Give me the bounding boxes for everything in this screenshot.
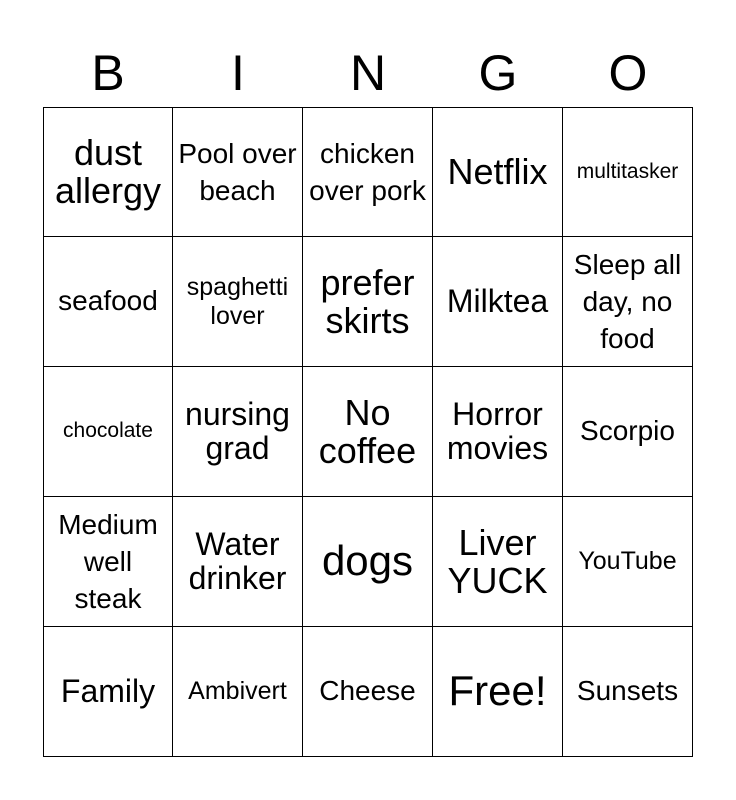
bingo-cell[interactable]: prefer skirts xyxy=(303,237,433,367)
bingo-cell[interactable]: dogs xyxy=(303,497,433,627)
bingo-cell[interactable]: Sleep all day, no food xyxy=(563,237,693,367)
bingo-cell[interactable]: dust allergy xyxy=(43,107,173,237)
bingo-cell[interactable]: chocolate xyxy=(43,367,173,497)
bingo-cell-free[interactable]: Free! xyxy=(433,627,563,757)
bingo-cell[interactable]: Milktea xyxy=(433,237,563,367)
bingo-cell[interactable]: Sunsets xyxy=(563,627,693,757)
bingo-cell[interactable]: chicken over pork xyxy=(303,107,433,237)
bingo-cell[interactable]: spaghetti lover xyxy=(173,237,303,367)
bingo-cell[interactable]: multitasker xyxy=(563,107,693,237)
header-letter-i: I xyxy=(231,45,245,101)
bingo-cell[interactable]: Ambivert xyxy=(173,627,303,757)
bingo-cell[interactable]: Liver YUCK xyxy=(433,497,563,627)
bingo-cell[interactable]: Family xyxy=(43,627,173,757)
bingo-cell[interactable]: Cheese xyxy=(303,627,433,757)
bingo-cell[interactable]: seafood xyxy=(43,237,173,367)
bingo-cell[interactable]: Horror movies xyxy=(433,367,563,497)
bingo-header xyxy=(43,38,693,108)
bingo-cell[interactable]: Medium well steak xyxy=(43,497,173,627)
bingo-cell[interactable]: YouTube xyxy=(563,497,693,627)
header-letter-o: O xyxy=(608,45,648,101)
header-letter-n: N xyxy=(349,45,387,101)
bingo-grid xyxy=(43,107,693,757)
bingo-cell[interactable]: Water drinker xyxy=(173,497,303,627)
bingo-cell[interactable]: nursing grad xyxy=(173,367,303,497)
bingo-cell[interactable]: Scorpio xyxy=(563,367,693,497)
bingo-cell[interactable]: No coffee xyxy=(303,367,433,497)
bingo-cell[interactable]: Netflix xyxy=(433,107,563,237)
bingo-cell[interactable]: Pool over beach xyxy=(173,107,303,237)
header-letter-b: B xyxy=(91,45,125,101)
header-letter-g: G xyxy=(478,45,518,101)
